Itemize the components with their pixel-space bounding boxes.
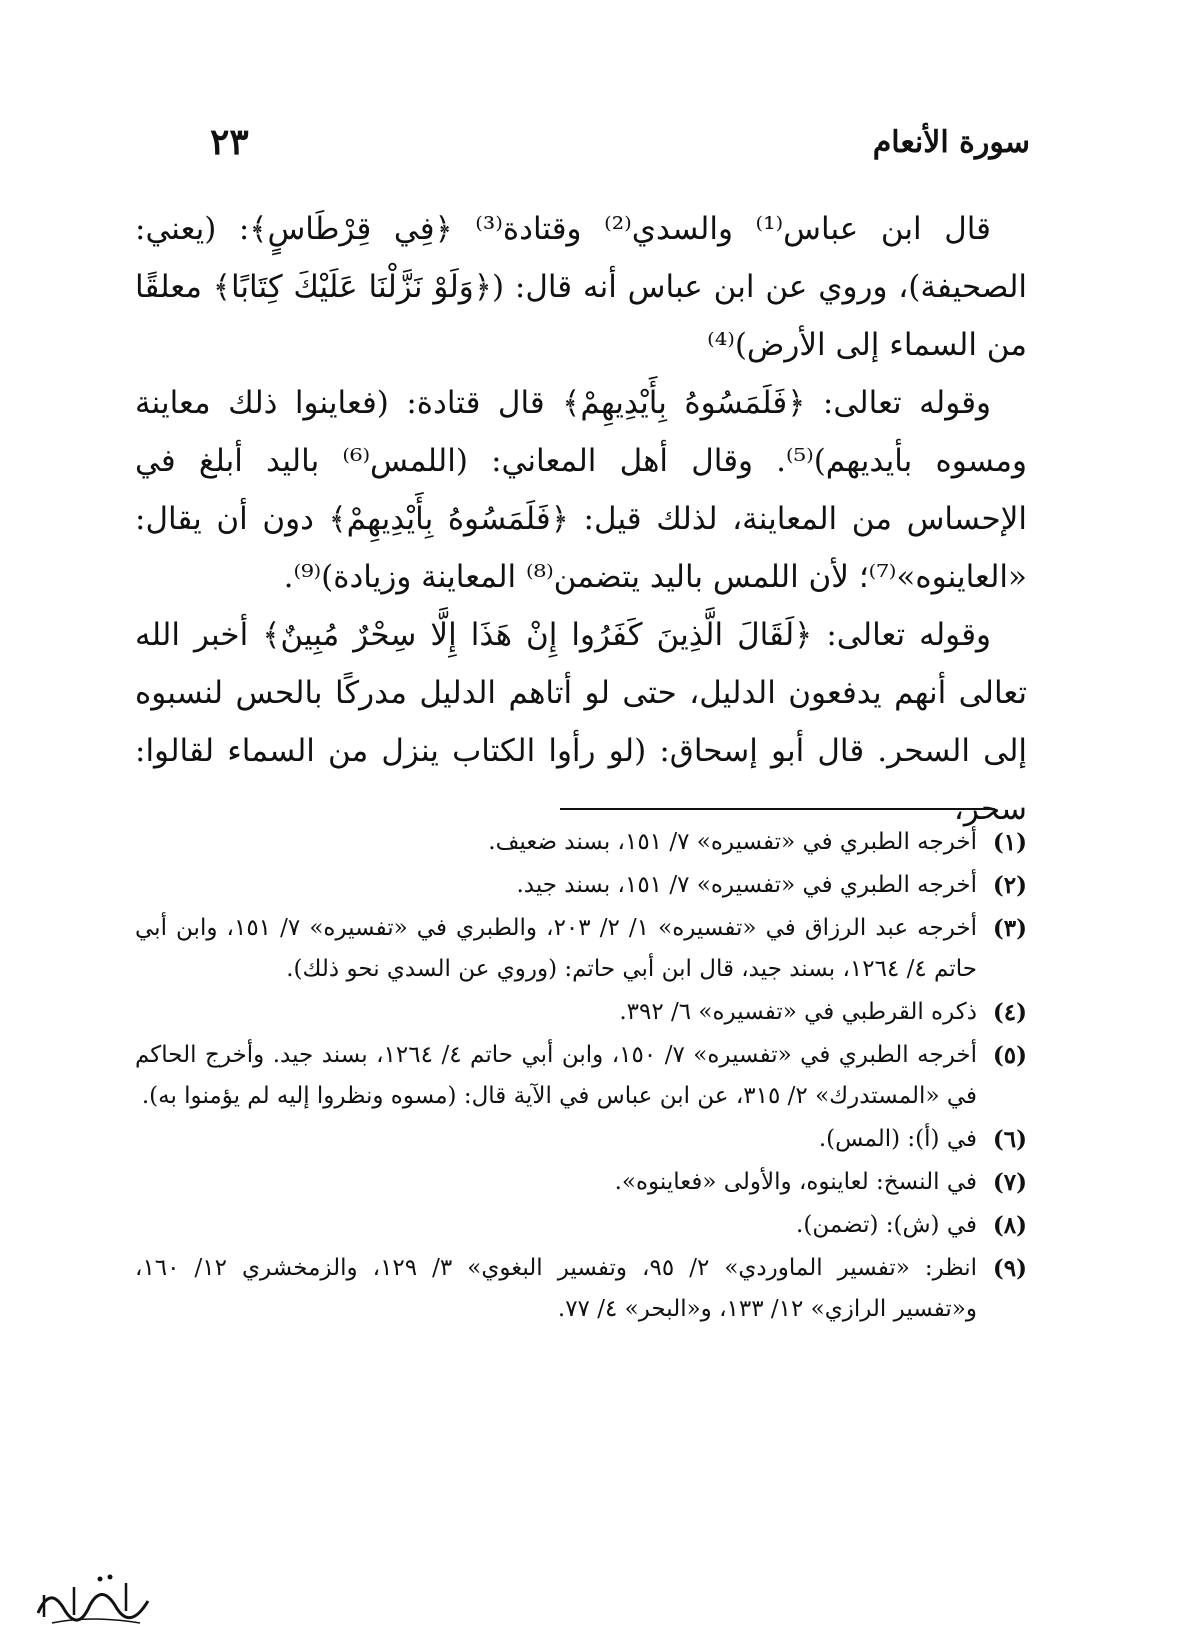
paragraph: وقوله تعالى: ﴿فَلَمَسُوهُ بِأَيْدِيهِمْ﴾ قال قتادة: (فعاينوا ذلك معاينة ومسوه بأيديهم)⁽⁵⁾. وقال أهل المعاني: (اللمس⁽⁶⁾ باليد أبلغ في الإحساس من المعاينة، لذلك قيل: ﴿فَلَمَسُوهُ بِأَيْدِيهِمْ﴾ دون أن يقال: «العاينوه»⁽⁷⁾؛ لأن اللمس باليد يتضمن⁽⁸⁾ المعاينة وزيادة)⁽⁹⁾. — [135, 385, 1027, 595]
footnote-number: (١) — [992, 829, 1027, 856]
footnote-text: في (ش): (تضمن). — [796, 1212, 977, 1238]
footnote-number: (٢) — [992, 872, 1027, 899]
footnote — [135, 1035, 1027, 1117]
footnote-text: في (أ): (المس). — [818, 1126, 977, 1152]
page-number: ٢٣ — [210, 121, 249, 163]
footnote — [135, 865, 1027, 906]
footnote-number: (٦) — [992, 1126, 1027, 1153]
surah-title: سورة الأنعام — [872, 124, 1030, 160]
footnote-text: أخرجه الطبري في «تفسيره» ٧/ ١٥١، بسند جيد. — [516, 872, 977, 898]
footnote-text: أخرجه عبد الرزاق في «تفسيره» ١/ ٢/ ٢٠٣، والطبري في «تفسيره» ٧/ ١٥١، وابن أبي حاتم ٤/ ١٢٦٤، بسند جيد، قال ابن أبي حاتم: (وروي عن السدي نحو ذلك). — [135, 915, 978, 982]
footnote-number: (٥) — [992, 1042, 1027, 1069]
footnote-number: (٣) — [992, 915, 1027, 942]
paragraph: قال ابن عباس⁽¹⁾ والسدي⁽²⁾ وقتادة⁽³⁾ ﴿فِي قِرْطَاسٍ﴾: (يعني: الصحيفة)، وروي عن ابن عباس أنه قال: (﴿وَلَوْ نَزَّلْنَا عَلَيْكَ كِتَابًا﴾ معلقًا من السماء إلى الأرض)⁽⁴⁾ — [135, 211, 1027, 363]
footnote-text: في النسخ: لعاينوه، والأولى «فعاينوه». — [614, 1169, 977, 1195]
footnote — [135, 1248, 1027, 1330]
footnote-text: ذكره القرطبي في «تفسيره» ٦/ ٣٩٢. — [619, 999, 977, 1025]
page-header — [190, 112, 1030, 172]
footnote-separator — [560, 808, 995, 810]
footnote — [135, 908, 1027, 990]
footnote-text: انظر: «تفسير الماوردي» ٢/ ٩٥، وتفسير البغوي» ٣/ ١٢٩، والزمخشري ١٢/ ١٦٠، و«تفسير الرازي» ١٢/ ١٣٣، و«البحر» ٤/ ٧٧. — [135, 1255, 978, 1322]
main-text — [135, 200, 1027, 838]
footnote — [135, 1119, 1027, 1160]
calligraphy-logo-icon — [30, 1565, 160, 1630]
footnote — [135, 1205, 1027, 1246]
footnote-text: أخرجه الطبري في «تفسيره» ٧/ ١٥٠، وابن أبي حاتم ٤/ ١٢٦٤، بسند جيد. وأخرج الحاكم في «المستدرك» ٢/ ٣١٥، عن ابن عباس في الآية قال: (مسوه ونظروا إليه لم يؤمنوا به). — [135, 1042, 978, 1109]
footnote-text: أخرجه الطبري في «تفسيره» ٧/ ١٥١، بسند ضعيف. — [488, 829, 977, 855]
footnotes — [135, 822, 1027, 1332]
paragraph: وقوله تعالى: ﴿لَقَالَ الَّذِينَ كَفَرُوا إِنْ هَذَا إِلَّا سِحْرٌ مُبِينٌ﴾ أخبر الله تعالى أنهم يدفعون الدليل، حتى لو أتاهم الدليل مدركًا بالحس لنسبوه إلى السحر. قال أبو إسحاق: (لو رأوا الكتاب ينزل من السماء لقالوا: سحر، — [135, 617, 1027, 827]
footnote-number: (٧) — [992, 1169, 1027, 1196]
footnote-number: (٤) — [992, 999, 1027, 1026]
footnote — [135, 992, 1027, 1033]
footnote — [135, 822, 1027, 863]
footnote-number: (٨) — [992, 1212, 1027, 1239]
footnote-number: (٩) — [992, 1255, 1027, 1282]
footnote — [135, 1162, 1027, 1203]
